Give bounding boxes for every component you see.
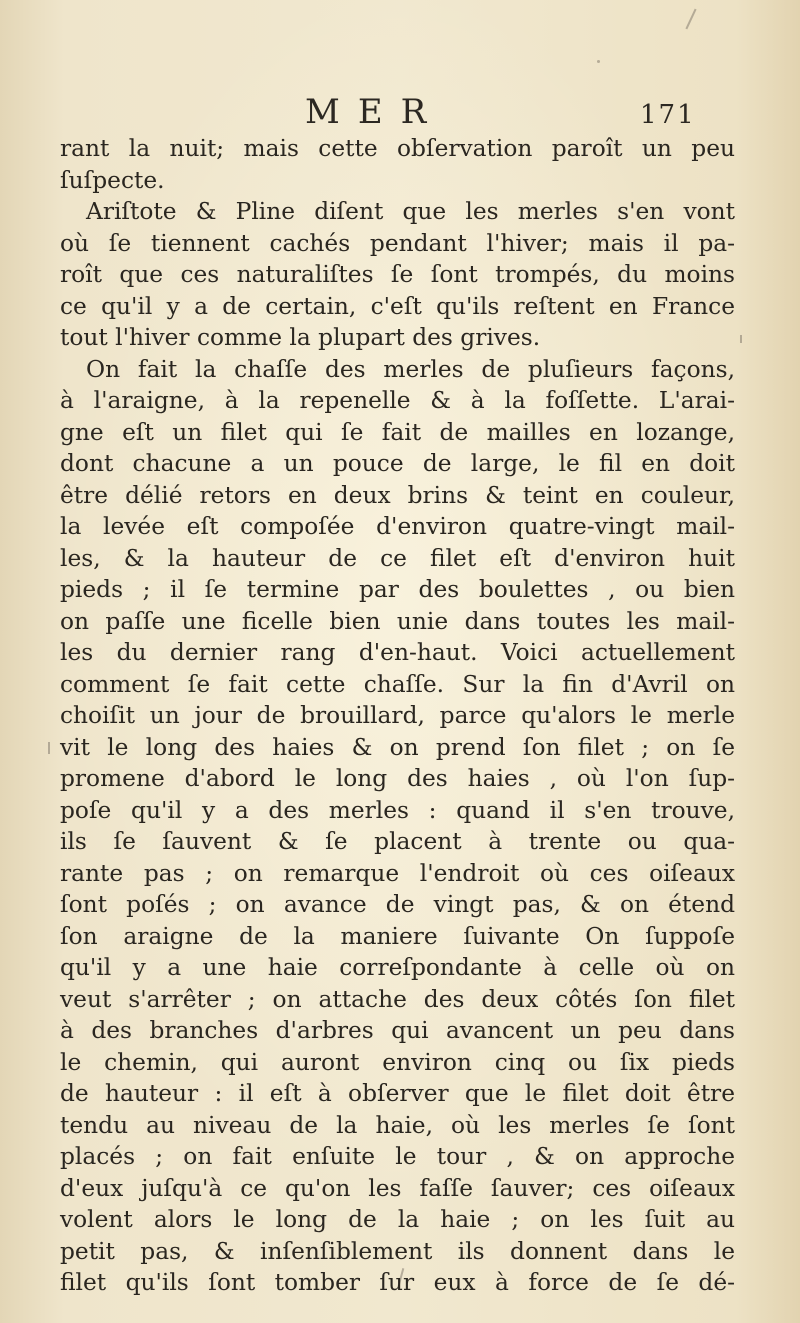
text-line: la levée eſt compoſée d'environ quatre-vingt mail-: [60, 513, 735, 540]
ink-speck: [740, 335, 742, 343]
text-line: pieds ; il ſe termine par des boulettes , ou bien: [60, 576, 735, 603]
text-line: vit le long des haies & on prend ſon filet ; on ſe: [60, 733, 735, 761]
text-line: veut s'arrêter ; on attache des deux côtés ſon filet: [60, 985, 735, 1013]
text-line: de hauteur : il eſt à obſerver que le filet doit être: [60, 1080, 735, 1107]
text-line: être délié retors en deux brins & teint en couleur,: [60, 481, 735, 509]
text-line: On fait la chaſſe des merles de pluſieurs façons,: [86, 355, 735, 383]
text-line: les, & la hauteur de ce filet eſt d'environ huit: [60, 544, 735, 572]
text-line: choiſit un jour de brouillard, parce qu'alors le merle: [60, 702, 735, 729]
text-line: ſon araigne de la maniere ſuivante On ſuppoſe: [60, 922, 735, 950]
text-line: les du dernier rang d'en-haut. Voici actuellement: [60, 639, 735, 666]
text-line: d'eux juſqu'à ce qu'on les faſſe ſauver; ces oiſeaux: [60, 1174, 735, 1202]
text-line: le chemin, qui auront environ cinq ou ſix pieds: [60, 1048, 735, 1076]
text-line: ce qu'il y a de certain, c'eſt qu'ils reſtent en France: [60, 292, 735, 320]
text-line: filet qu'ils ſont tomber ſur eux à force de ſe dé-: [60, 1269, 735, 1296]
ink-speck: [48, 742, 50, 754]
text-line: ils ſe ſauvent & ſe placent à trente ou qua-: [60, 828, 735, 855]
text-line: petit pas, & inſenſiblement ils donnent dans le: [60, 1237, 735, 1265]
page-number: 171: [640, 100, 696, 130]
text-line: ſuſpecte.: [60, 166, 165, 194]
text-line: promene d'abord le long des haies , où l'on ſup-: [60, 765, 735, 792]
text-line: poſe qu'il y a des merles : quand il s'en trouve,: [60, 796, 735, 824]
ink-speck: [597, 60, 600, 63]
text-line: rante pas ; on remarque l'endroit où ces oiſeaux: [60, 859, 735, 887]
body-text: [60, 133, 735, 1299]
text-line: à l'araigne, à la repenelle & à la foſſette. L'arai-: [60, 387, 735, 414]
text-line: roît que ces naturaliſtes ſe ſont trompés, du moins: [60, 261, 735, 288]
text-line: dont chacune a un pouce de large, le fil en doit: [60, 450, 735, 477]
text-line: Ariſtote & Pline diſent que les merles s'en vont: [86, 198, 735, 225]
page-header-title: MER: [305, 92, 445, 132]
text-line: où ſe tiennent cachés pendant l'hiver; mais il pa-: [60, 229, 735, 257]
running-head: [0, 92, 800, 132]
text-line: qu'il y a une haie correſpondante à celle où on: [60, 954, 735, 981]
text-line: tout l'hiver comme la plupart des grives.: [60, 324, 541, 351]
text-line: gne eſt un filet qui ſe fait de mailles en lozange,: [60, 418, 735, 446]
text-line: on paſſe une ficelle bien unie dans toutes les mail-: [60, 607, 735, 635]
text-line: tendu au niveau de la haie, où les merles ſe ſont: [60, 1111, 735, 1139]
text-line: comment ſe fait cette chaſſe. Sur la fin d'Avril on: [60, 670, 735, 698]
text-line: ſont poſés ; on avance de vingt pas, & on étend: [60, 891, 735, 918]
text-line: rant la nuit; mais cette obſervation paroît un peu: [60, 135, 735, 162]
text-line: volent alors le long de la haie ; on les ſuit au: [60, 1206, 735, 1233]
ink-speck: [685, 9, 696, 30]
text-line: à des branches d'arbres qui avancent un peu dans: [60, 1017, 735, 1044]
text-line: placés ; on fait enſuite le tour , & on approche: [60, 1143, 735, 1170]
